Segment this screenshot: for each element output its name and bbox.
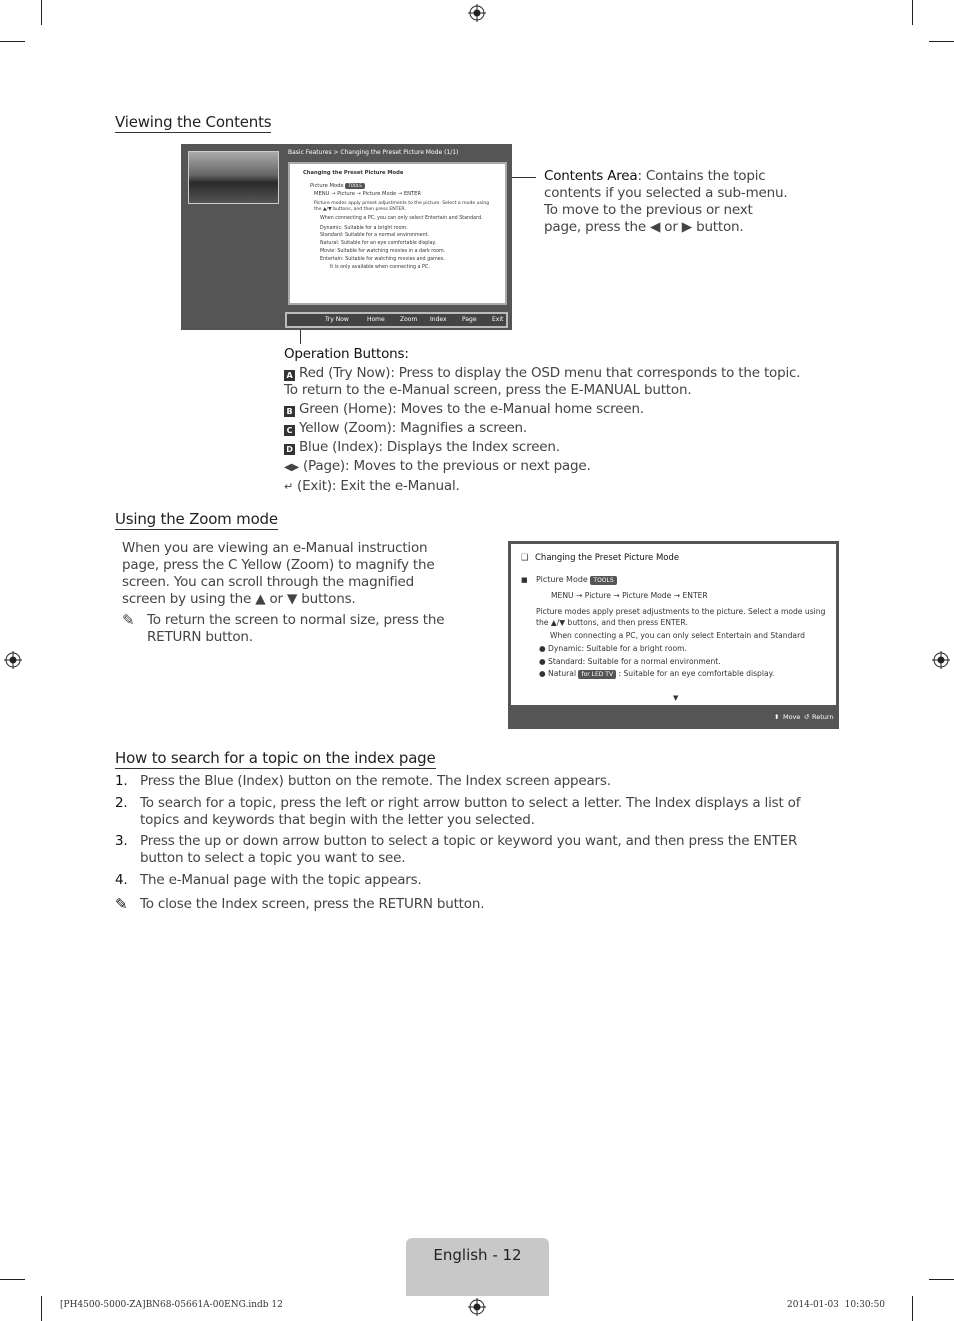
callout-line (512, 177, 536, 178)
screen-desc: Picture modes apply preset adjustments to the picture. Select a mode using the ▲/▼ buttons, and then press ENTER. (536, 607, 826, 627)
prev-page-icon[interactable]: ◀ (291, 229, 298, 238)
crop-mark (41, 0, 42, 25)
return-icon: ↺ (804, 713, 810, 721)
registration-mark-icon (4, 651, 22, 669)
registration-mark-icon (468, 4, 486, 22)
move-label[interactable]: Move (783, 713, 801, 721)
bullet-natural: Natural (548, 669, 577, 678)
contents-area-caption (544, 168, 789, 236)
next-page-icon[interactable]: ▶ (496, 229, 503, 238)
operation-title: Operation Buttons: (284, 346, 409, 362)
emanual-screenshot (181, 144, 512, 330)
bullet-item: Standard: Suitable for a normal environment. (320, 233, 430, 238)
step-text: The e-Manual page with the topic appears. (140, 872, 422, 888)
key-c-icon: C (284, 425, 295, 436)
step-text: Press the up or down arrow button to select a topic or keyword you want, and then press the ENTER button to select a topic you want to see. (140, 833, 798, 866)
crop-mark (912, 0, 913, 25)
bullet-item: Dynamic: Suitable for a bright room. (320, 226, 408, 231)
pc-note: When connecting a PC, you can only select Entertain and Standard. (320, 216, 483, 221)
screen-heading: Changing the Preset Picture Mode (535, 553, 680, 563)
operation-bar (285, 312, 508, 328)
key-a-icon: A (284, 370, 295, 381)
square-bullet-icon: ■ (521, 576, 528, 584)
op-text: Red (Try Now): Press to display the OSD menu that corresponds to the topic. (299, 365, 801, 381)
step-number: 4. (115, 872, 128, 888)
thumbnail-image (188, 151, 279, 204)
zoomed-contents: ❑ Changing the Preset Picture Mode ■ Picture Mode TOOLS MENU → Picture → Picture Mode → ENTER Picture modes apply preset adjustments to the picture. Select a mode using the ▲/▼ buttons, and then press ENTER. When connecting a PC, you can only select Entertain and Standard ● Dynamic: Suitable for a bright room. ● Standard: Suitable for a normal environment. ● Natural for LED TV : Suitable for an eye comfortable display. ▼ (511, 544, 836, 705)
breadcrumb: Basic Features > Changing the Preset Picture Mode (1/1) (288, 149, 459, 156)
step-text: To search for a topic, press the left or right arrow button to select a letter. The Index displays a list of topics and keywords that begin with the letter you selected. (140, 795, 801, 828)
step-text: Press the Blue (Index) button on the remote. The Index screen appears. (140, 773, 611, 789)
crop-mark (929, 41, 954, 42)
note-text: To close the Index screen, press the RETURN button. (140, 896, 485, 912)
natural-text: : Suitable for an eye comfortable display. (618, 669, 775, 678)
step-number: 1. (115, 773, 128, 789)
screen-item: Picture Mode (536, 575, 588, 584)
screen-desc: Picture modes apply preset adjustments to the picture. Select a mode using the ▲/▼ buttons, and then press ENTER. (314, 201, 490, 212)
menu-path: MENU → Picture → Picture Mode → ENTER (551, 591, 708, 600)
tools-tag: TOOLS (345, 183, 365, 189)
crop-mark (929, 1279, 954, 1280)
bullet-item: Natural: Suitable for an eye comfortable display. (320, 241, 437, 246)
op-text: Yellow (Zoom): Magnifies a screen. (299, 420, 528, 436)
bar-try-now[interactable]: Try Now (325, 316, 349, 323)
bar-exit[interactable]: Exit (492, 316, 504, 323)
bar-index[interactable]: Index (430, 316, 447, 323)
note-pencil-icon: ✎ (122, 611, 135, 629)
section-title-index: How to search for a topic on the index page (115, 749, 436, 767)
menu-path: MENU → Picture → Picture Mode → ENTER (314, 191, 422, 197)
crop-mark (0, 41, 25, 42)
pc-note: When connecting a PC, you can only select Entertain and Standard (550, 631, 805, 640)
key-d-icon: D (284, 444, 295, 455)
crop-mark (0, 1279, 25, 1280)
bar-page[interactable]: Page (462, 316, 477, 323)
led-tag: for LED TV (578, 670, 616, 679)
step-number: 3. (115, 833, 128, 849)
footer-file: [PH4500-5000-ZA]BN68-05661A-00ENG.indb 12 (60, 1300, 283, 1310)
zoom-paragraph: When you are viewing an e-Manual instruction page, press the C Yellow (Zoom) to magnify the screen. You can scroll through the magnified screen by using the ▲ or ▼ buttons. (122, 540, 435, 607)
callout-line (300, 330, 301, 344)
contents-area-label: Contents Area (544, 168, 638, 184)
exit-icon: ↵ (284, 480, 294, 493)
contents-area (288, 162, 507, 305)
note-pencil-icon: ✎ (115, 895, 128, 913)
tools-tag: TOOLS (590, 576, 616, 585)
scroll-down-icon[interactable]: ▼ (673, 694, 679, 702)
op-text: To return to the e-Manual screen, press the E-MANUAL button. (284, 382, 692, 398)
operation-buttons (284, 345, 804, 496)
footer-date: 2014-01-03 ￼ 10:30:50 (787, 1300, 886, 1310)
contents-area-text: : Contains the topic contents if you selected a sub-menu. To move to the previous or next page, press the ◀ or ▶ button. (544, 168, 788, 235)
bullet-item: Dynamic: Suitable for a bright room. (548, 644, 687, 653)
page-arrows-icon: ◀▶ (284, 462, 299, 473)
bar-zoom[interactable]: Zoom (400, 316, 418, 323)
crop-mark (41, 1296, 42, 1321)
move-icon: ⬍ (774, 713, 780, 721)
op-text: (Exit): Exit the e-Manual. (297, 478, 460, 494)
screen-heading: Changing the Preset Picture Mode (303, 170, 404, 176)
op-text: (Page): Moves to the previous or next page. (302, 458, 591, 474)
op-text: Green (Home): Moves to the e-Manual home screen. (299, 401, 644, 417)
return-label[interactable]: Return (812, 713, 834, 721)
registration-mark-icon (468, 1298, 486, 1316)
bar-home[interactable]: Home (367, 316, 385, 323)
checkbox-icon: ❑ (521, 553, 529, 563)
section-title-viewing: Viewing the Contents (115, 113, 272, 131)
bullet-item: Standard: Suitable for a normal environment. (548, 657, 721, 666)
bullet-item: Entertain: Suitable for watching movies and games. (320, 257, 445, 262)
op-text: Blue (Index): Displays the Index screen. (299, 439, 560, 455)
section-title-zoom: Using the Zoom mode (115, 510, 278, 528)
bullet-item: Movie: Suitable for watching movies in a dark room. (320, 249, 446, 254)
page-label: English - 12 (433, 1246, 522, 1264)
step-number: 2. (115, 795, 128, 811)
screen-item: Picture Mode (310, 183, 344, 189)
page-number-tab (406, 1238, 549, 1296)
zoomed-screenshot (508, 541, 839, 729)
pc-only-note: It is only available when connecting a PC. (330, 265, 430, 270)
key-b-icon: B (284, 406, 295, 417)
zoom-note: To return the screen to normal size, press the RETURN button. (147, 612, 445, 645)
crop-mark (912, 1296, 913, 1321)
registration-mark-icon (932, 651, 950, 669)
